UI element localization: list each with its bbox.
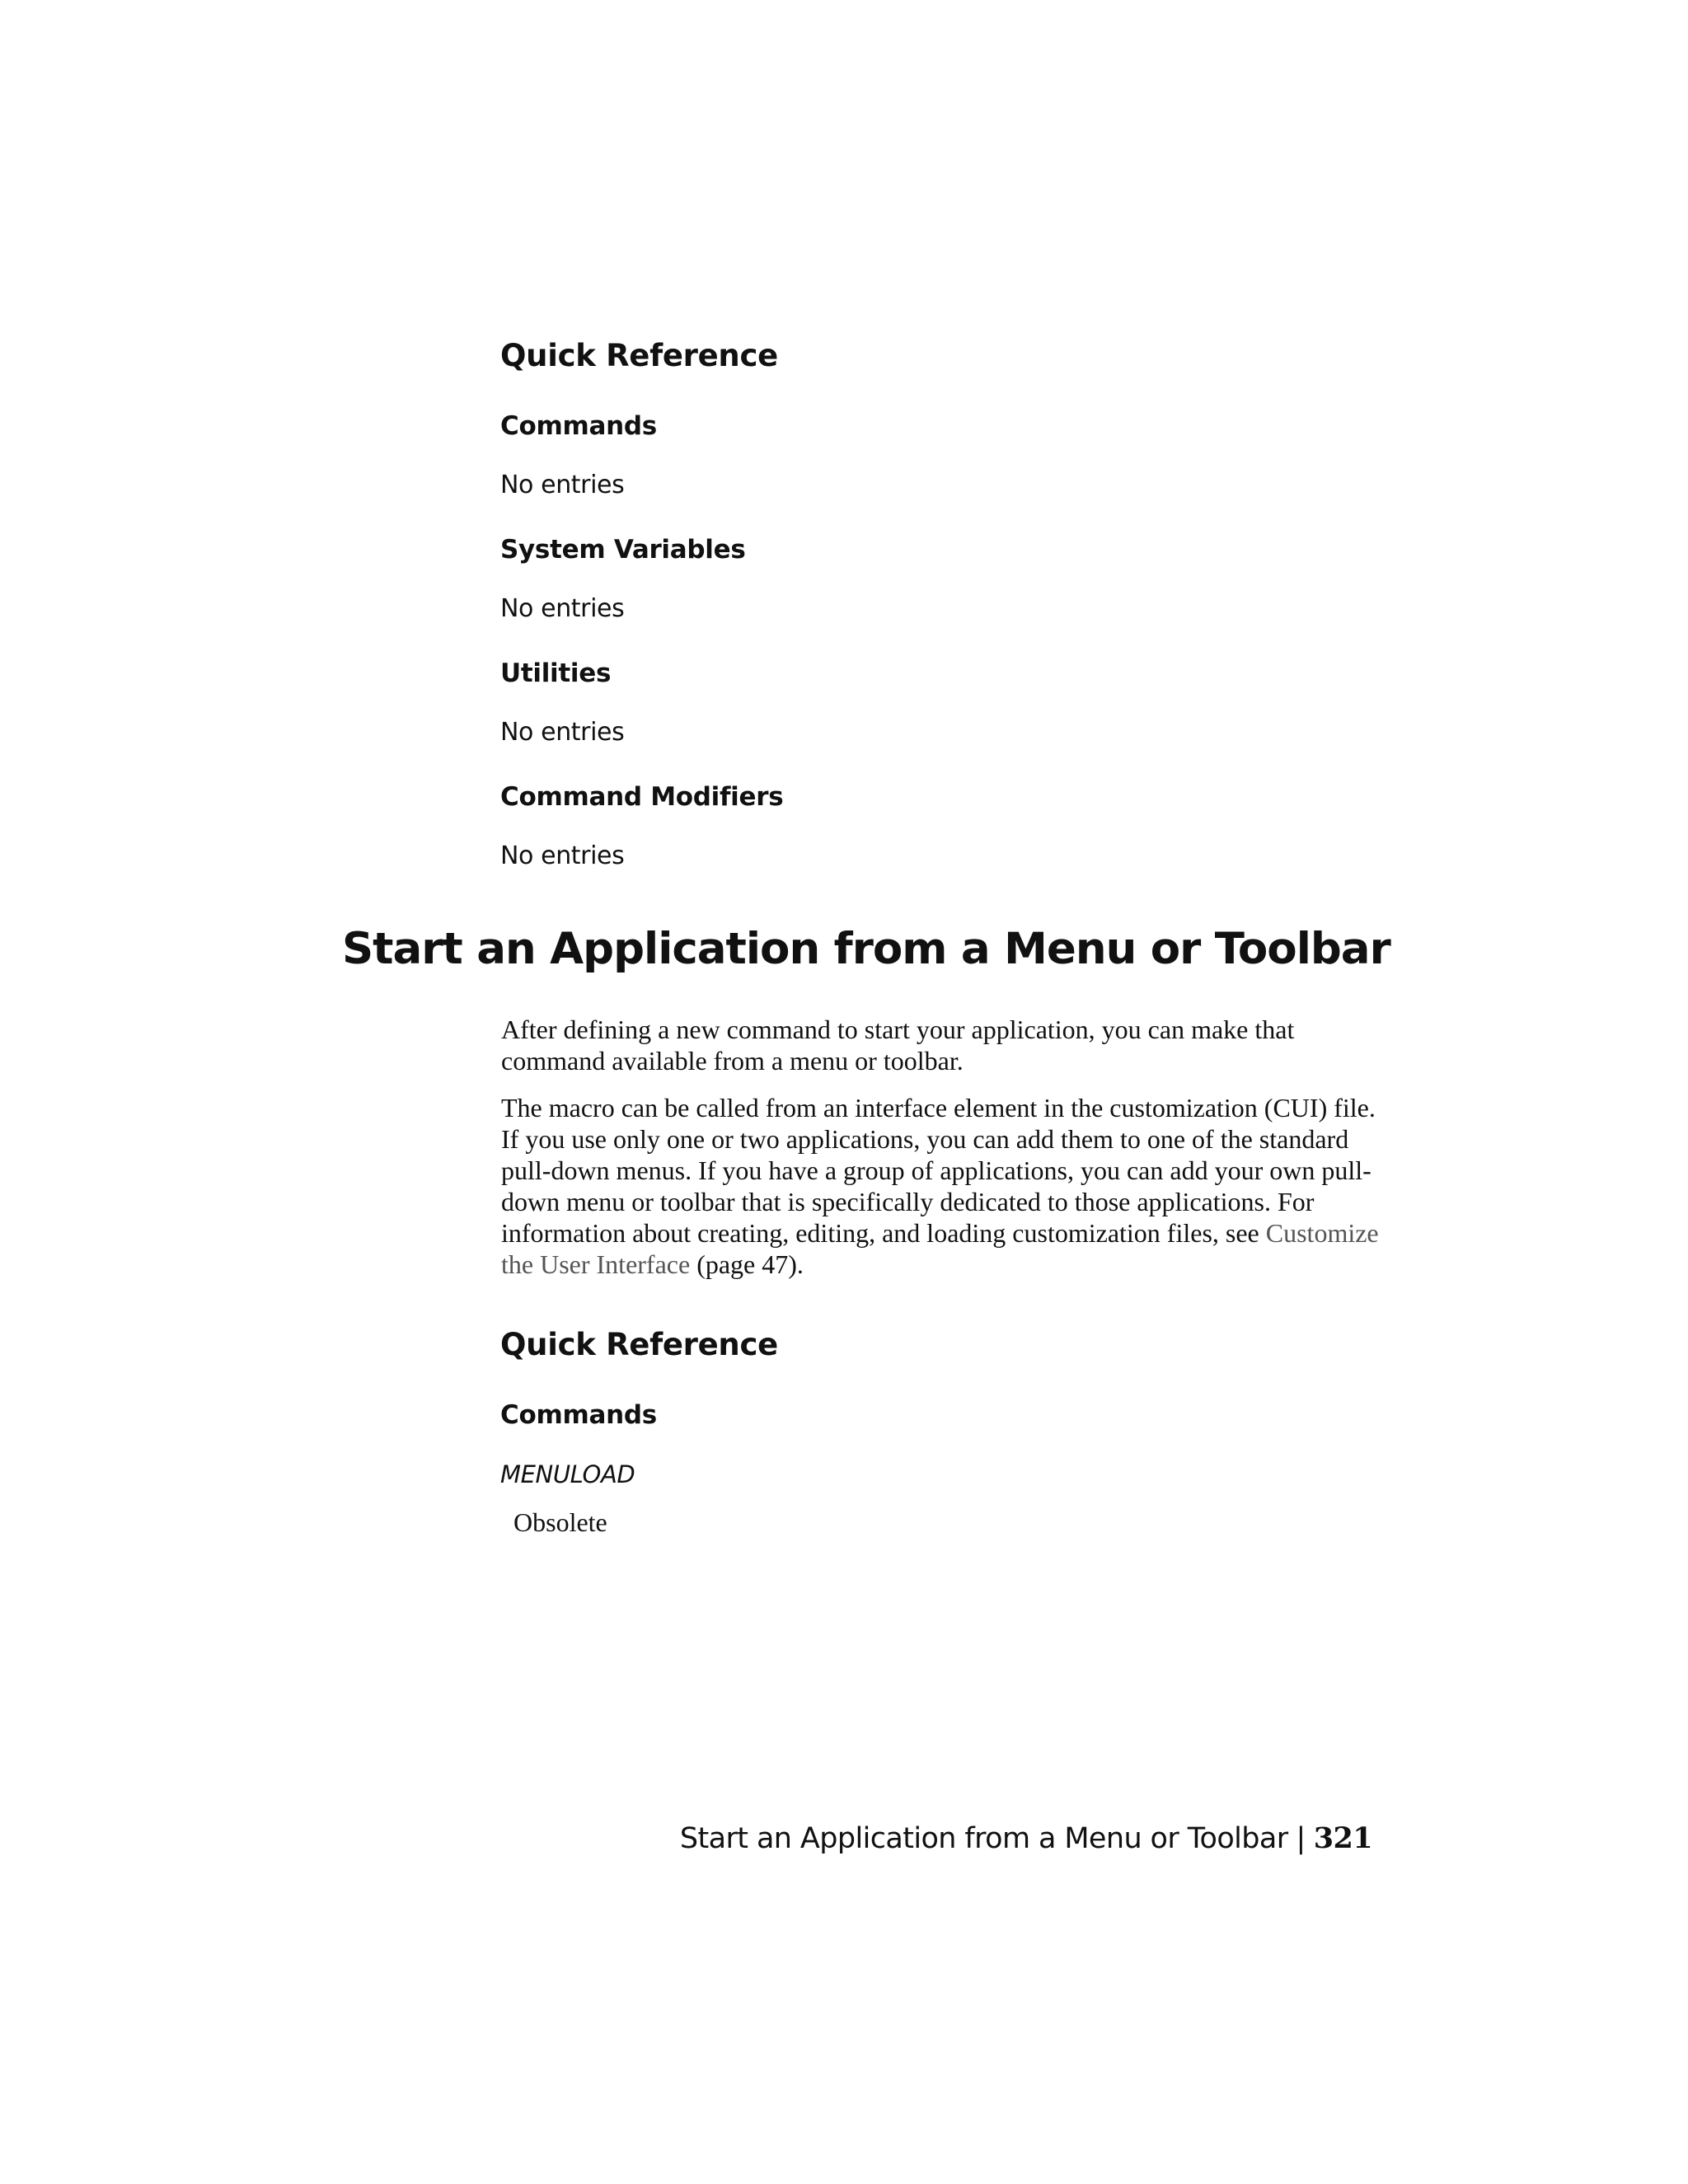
commands-entry-1: No entries [500,471,625,499]
commands-heading-2: Commands [500,1400,657,1430]
system-variables-entry: No entries [500,594,625,623]
menuload-description: Obsolete [513,1507,607,1537]
page-number: 321 [1313,1821,1372,1855]
paragraph-1: After defining a new command to start your application, you can make that command available from a menu or toolbar. [501,1015,1295,1076]
quick-reference-heading-1: Quick Reference [500,338,778,373]
footer-separator: | [1296,1822,1306,1855]
running-title: Start an Application from a Menu or Toolbar [679,1822,1288,1855]
paragraph-2-suffix: (page 47). [690,1249,804,1279]
utilities-entry: No entries [500,718,625,747]
section-title: Start an Application from a Menu or Toolbar [342,924,1390,974]
commands-heading-1: Commands [500,411,657,441]
utilities-heading: Utilities [500,658,612,688]
command-modifiers-entry: No entries [500,841,625,870]
customize-ui-link[interactable]: Customize the User Interface [501,1218,1379,1279]
system-variables-heading: System Variables [500,535,746,565]
command-modifiers-heading: Command Modifiers [500,782,784,812]
menuload-command[interactable]: MENULOAD [500,1460,635,1488]
page-footer [680,1821,1372,1855]
quick-reference-heading-2: Quick Reference [500,1327,778,1362]
paragraph-2-text: The macro can be called from an interface element in the customization (CUI) file. If you use only one or two applications, you can add them to one of the standard pull-down menus. If you have a group of applications, you can add your own pull-down menu or toolbar that is specifically dedicated to those applications. For information about creating, editing, and loading customization files, see [501,1093,1376,1248]
paragraph-2 [501,1092,1391,1280]
